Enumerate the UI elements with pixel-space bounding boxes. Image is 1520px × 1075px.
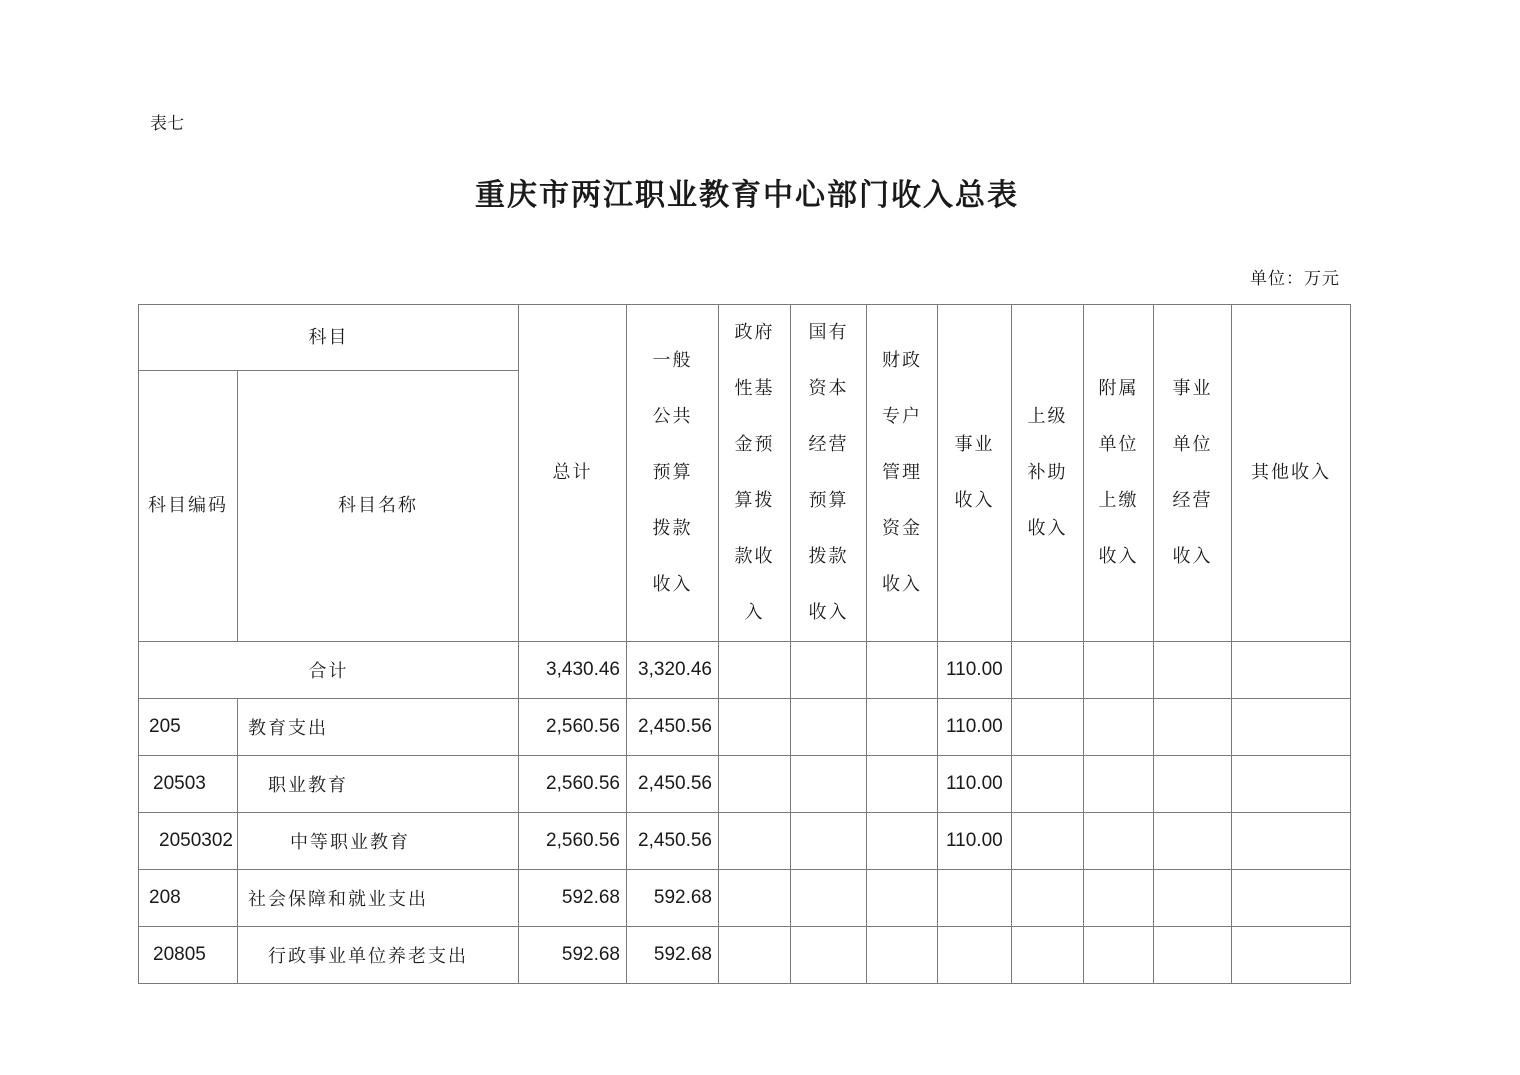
empty-cell: [1232, 756, 1351, 813]
empty-cell: [1012, 870, 1084, 927]
empty-cell: [791, 756, 867, 813]
row-code: 208: [139, 870, 238, 927]
empty-cell: [1012, 927, 1084, 984]
header-fiscal-special-text: 财政专户管理资金收入: [882, 350, 922, 595]
unit-label: 单位：万元: [1250, 269, 1340, 289]
empty-cell: [791, 927, 867, 984]
row-general-budget: 592.68: [627, 870, 719, 927]
table-row: [139, 699, 1351, 756]
empty-cell: [1154, 756, 1232, 813]
empty-cell: [791, 813, 867, 870]
header-subject-name: 科目名称: [238, 371, 519, 642]
header-gov-fund: [719, 305, 791, 642]
header-operating-income: [1154, 305, 1232, 642]
row-business-income: 110.00: [938, 756, 1012, 813]
empty-cell: [1154, 642, 1232, 699]
table-row: [139, 813, 1351, 870]
total-row-business-income: 110.00: [938, 642, 1012, 699]
row-total: 2,560.56: [519, 699, 627, 756]
empty-cell: [719, 813, 791, 870]
empty-cell: [1084, 756, 1154, 813]
empty-cell: [719, 870, 791, 927]
row-code: 2050302: [139, 813, 238, 870]
row-business-income: [938, 870, 1012, 927]
empty-cell: [1084, 870, 1154, 927]
row-name: 职业教育: [238, 756, 519, 813]
empty-cell: [867, 927, 938, 984]
total-row: [139, 642, 1351, 699]
empty-cell: [867, 813, 938, 870]
header-fiscal-special: [867, 305, 938, 642]
table-row: [139, 756, 1351, 813]
header-other-income: 其他收入: [1232, 305, 1351, 642]
empty-cell: [1012, 756, 1084, 813]
empty-cell: [719, 927, 791, 984]
row-name: 教育支出: [238, 699, 519, 756]
table-row: [139, 870, 1351, 927]
empty-cell: [867, 699, 938, 756]
header-subject: 科目: [139, 305, 519, 371]
row-business-income: 110.00: [938, 699, 1012, 756]
header-state-capital-text: 国有资本经营预算拨款收入: [808, 322, 849, 623]
empty-cell: [867, 756, 938, 813]
header-general-budget: [627, 305, 719, 642]
row-code: 20805: [139, 927, 238, 984]
header-total: 总计: [519, 305, 627, 642]
empty-cell: [1012, 699, 1084, 756]
empty-cell: [1154, 813, 1232, 870]
empty-cell: [1232, 642, 1351, 699]
empty-cell: [1084, 642, 1154, 699]
header-affiliated-income-text: 附属单位上缴收入: [1098, 378, 1139, 567]
page-title: 重庆市两江职业教育中心部门收入总表: [475, 178, 1019, 213]
header-business-income-text: 事业收入: [954, 434, 995, 511]
row-name: 行政事业单位养老支出: [238, 927, 519, 984]
empty-cell: [867, 870, 938, 927]
row-business-income: [938, 927, 1012, 984]
empty-cell: [1232, 813, 1351, 870]
header-state-capital: [791, 305, 867, 642]
row-name: 社会保障和就业支出: [238, 870, 519, 927]
header-business-income: [938, 305, 1012, 642]
row-total: 592.68: [519, 927, 627, 984]
header-superior-subsidy-text: 上级补助收入: [1027, 406, 1068, 539]
empty-cell: [1084, 699, 1154, 756]
row-general-budget: 592.68: [627, 927, 719, 984]
total-row-total: 3,430.46: [519, 642, 627, 699]
empty-cell: [1232, 870, 1351, 927]
empty-cell: [867, 642, 938, 699]
header-general-budget-text: 一般公共预算拨款收入: [652, 350, 693, 595]
row-name: 中等职业教育: [238, 813, 519, 870]
header-subject-code: 科目编码: [139, 371, 238, 642]
header-superior-subsidy: [1012, 305, 1084, 642]
empty-cell: [1154, 870, 1232, 927]
row-general-budget: 2,450.56: [627, 699, 719, 756]
header-affiliated-income: [1084, 305, 1154, 642]
empty-cell: [1012, 813, 1084, 870]
empty-cell: [719, 699, 791, 756]
row-code: 20503: [139, 756, 238, 813]
empty-cell: [1084, 927, 1154, 984]
empty-cell: [1154, 927, 1232, 984]
empty-cell: [1232, 699, 1351, 756]
empty-cell: [1154, 699, 1232, 756]
empty-cell: [719, 642, 791, 699]
empty-cell: [1012, 642, 1084, 699]
header-operating-income-text: 事业单位经营收入: [1172, 378, 1213, 567]
row-business-income: 110.00: [938, 813, 1012, 870]
income-summary-table: [138, 304, 1351, 984]
income-table-container: [138, 304, 1351, 984]
row-general-budget: 2,450.56: [627, 813, 719, 870]
total-row-label: 合计: [139, 642, 519, 699]
empty-cell: [1232, 927, 1351, 984]
row-general-budget: 2,450.56: [627, 756, 719, 813]
empty-cell: [791, 699, 867, 756]
table-number-label: 表七: [150, 114, 184, 134]
empty-cell: [791, 870, 867, 927]
header-gov-fund-text: 政府性基金预算拨款收入: [734, 322, 775, 623]
row-code: 205: [139, 699, 238, 756]
row-total: 2,560.56: [519, 813, 627, 870]
row-total: 2,560.56: [519, 756, 627, 813]
empty-cell: [791, 642, 867, 699]
table-row: [139, 927, 1351, 984]
empty-cell: [719, 756, 791, 813]
row-total: 592.68: [519, 870, 627, 927]
empty-cell: [1084, 813, 1154, 870]
total-row-general-budget: 3,320.46: [627, 642, 719, 699]
